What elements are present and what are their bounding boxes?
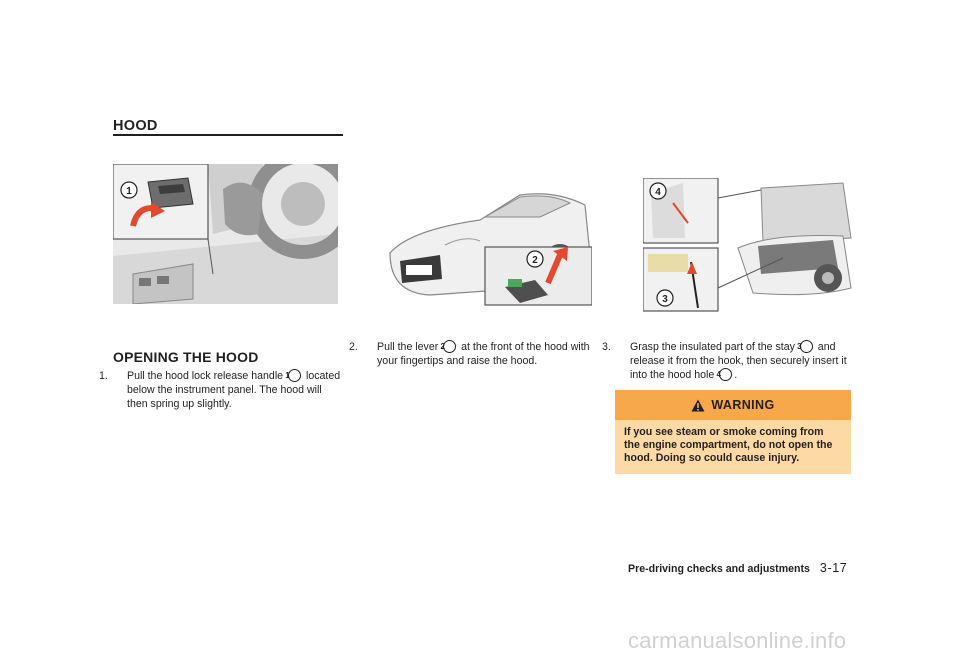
hood-lever-illustration bbox=[370, 175, 592, 315]
fig3-callout-hole: 4 bbox=[655, 187, 661, 198]
title-rule bbox=[113, 134, 343, 136]
subsection-title: OPENING THE HOOD bbox=[113, 349, 259, 365]
step-1 bbox=[99, 369, 345, 411]
step-2-text-b: at the front of the hood with your fingertips and raise the hood. bbox=[377, 341, 590, 367]
warning-box bbox=[615, 390, 851, 474]
footer-page-number: 3-17 bbox=[819, 561, 848, 575]
step-2 bbox=[349, 340, 599, 368]
step-3-text-b: and release it from the hook, then securely insert it into the hood hole bbox=[630, 341, 847, 381]
step-1-text-b: located below the instrument panel. The hood will then spring up slightly. bbox=[127, 370, 341, 410]
fig1-callout: 1 bbox=[126, 186, 132, 197]
step-2-number: 2. bbox=[349, 341, 358, 353]
warning-header bbox=[615, 390, 851, 420]
hood-stay-illustration bbox=[643, 178, 853, 313]
footer-chapter: Pre-driving checks and adjustments bbox=[628, 563, 810, 575]
step-3-callout-stay: 3 bbox=[800, 340, 813, 353]
step-2-text-a: Pull the lever bbox=[377, 341, 439, 353]
step-3 bbox=[602, 340, 852, 382]
page-footer bbox=[628, 561, 847, 575]
step-2-callout: 2 bbox=[443, 340, 456, 353]
step-1-number: 1. bbox=[99, 370, 108, 382]
step-3-number: 3. bbox=[602, 341, 611, 353]
section-title: HOOD bbox=[113, 118, 158, 134]
watermark: carmanualsonline.info bbox=[628, 628, 847, 653]
warning-heading: WARNING bbox=[711, 398, 775, 412]
warning-triangle-icon bbox=[691, 399, 705, 412]
step-3-callout-hole: 4 bbox=[719, 368, 732, 381]
hood-release-illustration bbox=[113, 164, 338, 304]
fig2-callout: 2 bbox=[532, 255, 538, 266]
step-3-text-a: Grasp the insulated part of the stay bbox=[630, 341, 795, 353]
step-1-callout: 1 bbox=[288, 369, 301, 382]
warning-text: If you see steam or smoke coming from the engine compartment, do not open the hood. Doing so could cause injury. bbox=[615, 420, 851, 474]
fig3-callout-stay: 3 bbox=[662, 294, 668, 305]
step-3-text-c: . bbox=[734, 369, 738, 381]
step-1-text-a: Pull the hood lock release handle bbox=[127, 370, 284, 382]
